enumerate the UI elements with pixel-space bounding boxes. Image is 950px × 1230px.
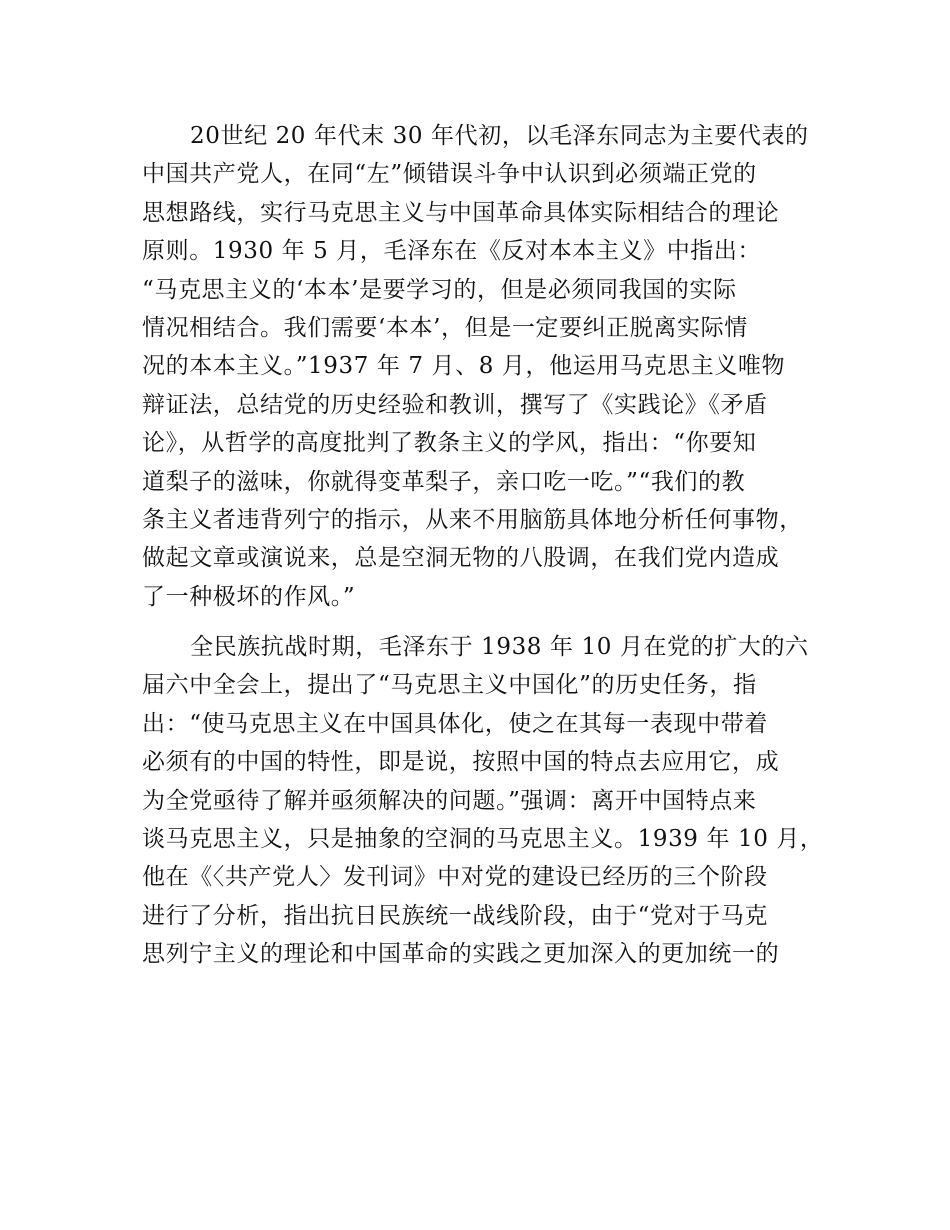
paragraph-line: 条主义者违背列宁的指示，从来不用脑筋具体地分析任何事物， bbox=[142, 506, 803, 533]
document-body bbox=[142, 117, 824, 974]
paragraph-line: 了一种极坏的作风。” bbox=[142, 583, 356, 610]
paragraph-line: 况的本本主义。”1937 年 7 月、8 月，他运用马克思主义唯物 bbox=[142, 353, 786, 380]
paragraph-line: 道梨子的滋味，你就得变革梨子，亲口吃一吃。”“我们的教 bbox=[142, 468, 746, 495]
paragraph-line: 为全党亟待了解并亟须解决的问题。”强调：离开中国特点来 bbox=[142, 787, 757, 814]
paragraph-line: 必须有的中国的特性，即是说，按照中国的特点去应用它，成 bbox=[142, 749, 780, 776]
paragraph-2 bbox=[142, 628, 824, 974]
paragraph-line: 论》，从哲学的高度批判了教条主义的学风，指出：“你要知 bbox=[142, 430, 757, 457]
paragraph-spacer bbox=[142, 616, 820, 628]
paragraph-line: 他在《〈共产党人〉发刊词》中对党的建设已经历的三个阶段 bbox=[142, 864, 768, 891]
paragraph-line: 原则。1930 年 5 月，毛泽东在《反对本本主义》中指出： bbox=[142, 238, 762, 265]
paragraph-line: 思列宁主义的理论和中国革命的实践之更加深入的更加统一的 bbox=[142, 941, 780, 968]
paragraph-1 bbox=[142, 117, 820, 616]
paragraph-line: 做起文章或演说来，总是空洞无物的八股调，在我们党内造成 bbox=[142, 545, 780, 572]
paragraph-line: 20世纪 20 年代末 30 年代初，以毛泽东同志为主要代表的 bbox=[190, 123, 809, 149]
paragraph-line: 出：“使马克思主义在中国具体化，使之在其每一表现中带着 bbox=[142, 710, 768, 737]
paragraph-line: “马克思主义的‘本本’是要学习的，但是必须同我国的实际 bbox=[142, 276, 737, 303]
paragraph-line: 进行了分析，指出抗日民族统一战线阶段，由于“党对于马克 bbox=[142, 902, 768, 929]
paragraph-line: 届六中全会上，提出了“马克思主义中国化”的历史任务，指 bbox=[142, 672, 757, 699]
paragraph-line: 辩证法，总结党的历史经验和教训，撰写了《实践论》《矛盾 bbox=[142, 391, 768, 418]
paragraph-line: 思想路线，实行马克思主义与中国革命具体实际相结合的理论 bbox=[142, 199, 780, 226]
paragraph-line: 中国共产党人，在同“左”倾错误斗争中认识到必须端正党的 bbox=[142, 161, 757, 188]
paragraph-line: 全民族抗战时期，毛泽东于 1938 年 10 月在党的扩大的六 bbox=[190, 634, 809, 661]
paragraph-line: 谈马克思主义，只是抽象的空洞的马克思主义。1939 年 10 月， bbox=[142, 826, 824, 853]
paragraph-line: 情况相结合。我们需要‘本本’，但是一定要纠正脱离实际情 bbox=[142, 314, 748, 341]
